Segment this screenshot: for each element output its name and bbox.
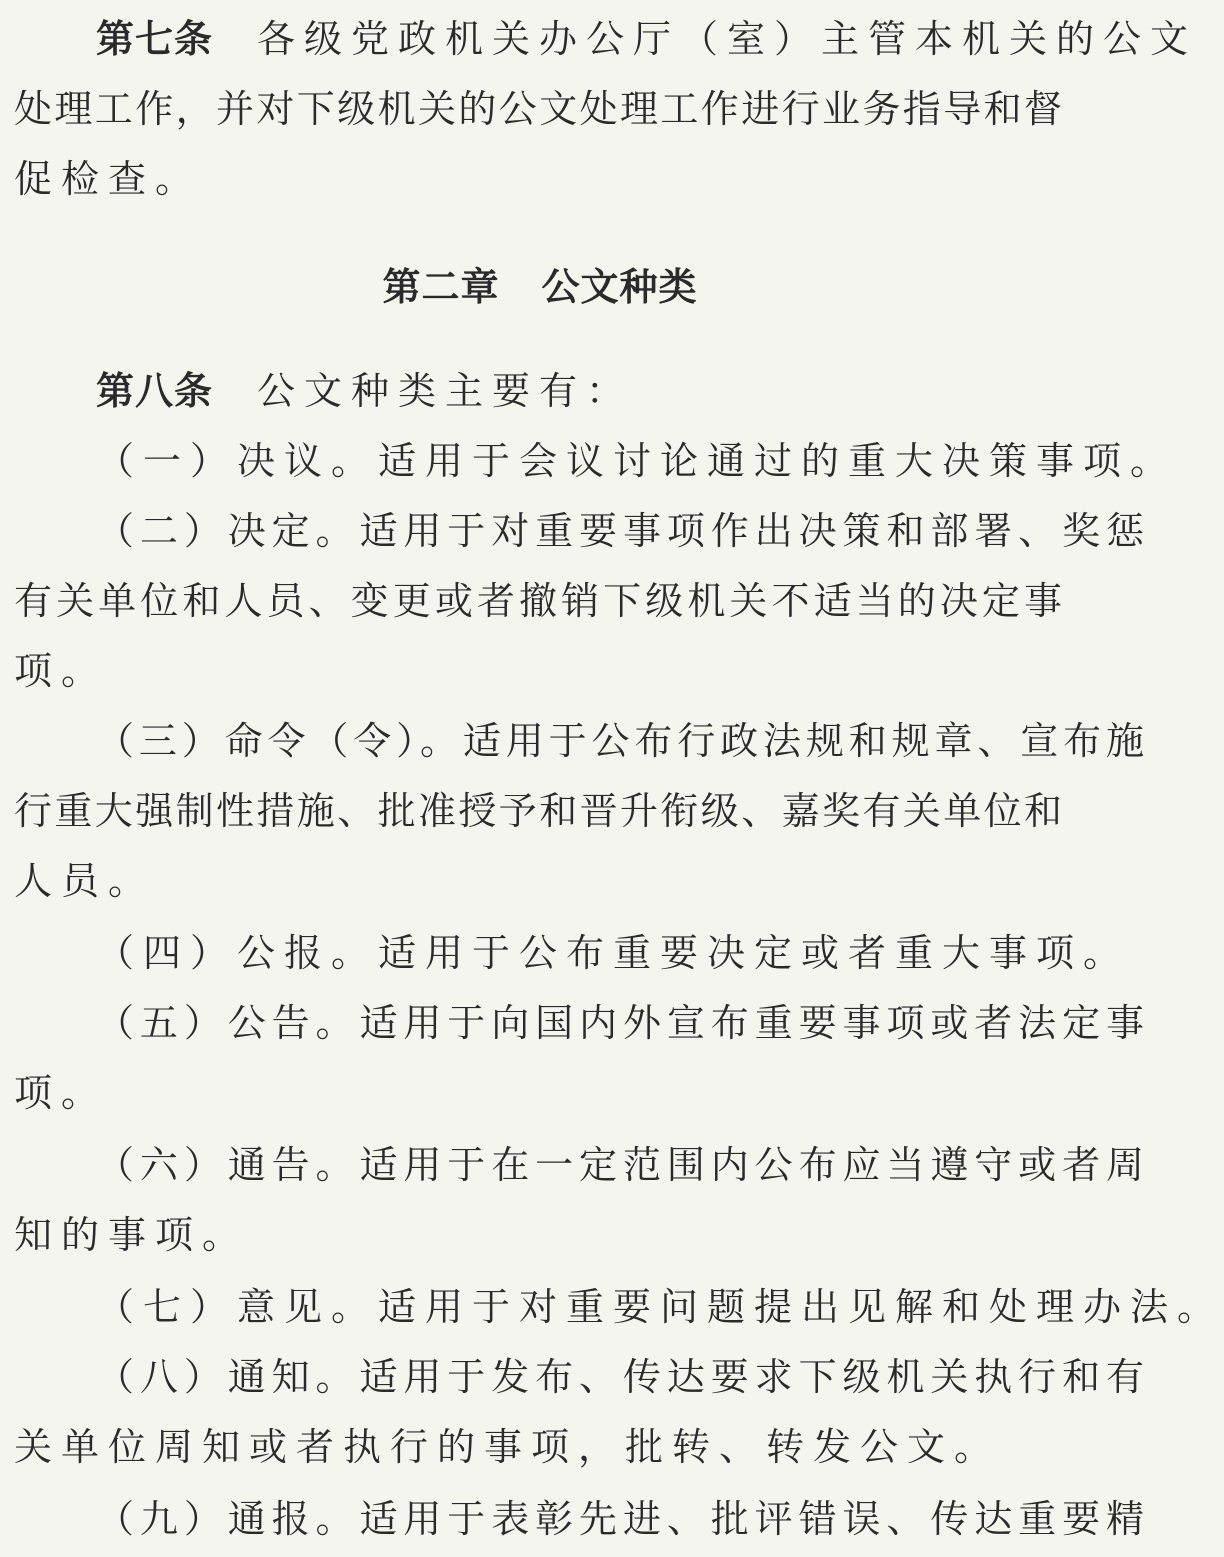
article7-line1 <box>14 4 1198 74</box>
item2-line2: 有关单位和人员、变更或者撤销下级机关不适当的决定事 <box>14 579 1062 623</box>
item3-line2: 行重大强制性措施、批准授予和晋升衔级、嘉奖有关单位和 <box>14 789 1062 833</box>
item7-line1: （七）意见。适用于对重要问题提出见解和处理办法。 <box>96 1285 1224 1329</box>
article7-label: 第七条 <box>96 17 214 61</box>
item2-line1: （二）决定。适用于对重要事项作出决策和部署、奖惩 <box>96 509 1144 553</box>
chapter-title: 公文种类 <box>541 265 698 309</box>
item1-line1: （一）决议。适用于会议讨论通过的重大决策事项。 <box>96 439 1178 483</box>
item8-line2: 关单位周知或者执行的事项，批转、转发公文。 <box>14 1425 1002 1469</box>
article8-intro: 公文种类主要有： <box>257 369 634 413</box>
item5-line2: 项。 <box>14 1071 109 1115</box>
chapter-heading <box>0 252 1080 322</box>
item9-line1: （九）通报。适用于表彰先进、批评错误、传达重要精 <box>96 1497 1144 1541</box>
item4-line1: （四）公报。适用于公布重要决定或者重大事项。 <box>96 931 1131 975</box>
article7-line3: 促检查。 <box>14 157 203 201</box>
item8-line1: （八）通知。适用于发布、传达要求下级机关执行和有 <box>96 1355 1144 1399</box>
chapter-number: 第二章 <box>382 265 500 309</box>
item3-line3: 人员。 <box>14 859 156 903</box>
article7-text-line1: 各级党政机关办公厅（室）主管本机关的公文 <box>257 17 1198 61</box>
item6-line1: （六）通告。适用于在一定范围内公布应当遵守或者周 <box>96 1143 1144 1187</box>
item6-line2: 知的事项。 <box>14 1213 250 1257</box>
item2-line3: 项。 <box>14 649 109 693</box>
article8-intro-line <box>14 356 1144 426</box>
article7-line2: 处理工作，并对下级机关的公文处理工作进行业务指导和督 <box>14 87 1062 131</box>
item5-line1: （五）公告。适用于向国内外宣布重要事项或者法定事 <box>96 1001 1144 1045</box>
item3-line1: （三）命令（令）。适用于公布行政法规和规章、宣布施 <box>96 719 1144 763</box>
article8-label: 第八条 <box>96 369 214 413</box>
